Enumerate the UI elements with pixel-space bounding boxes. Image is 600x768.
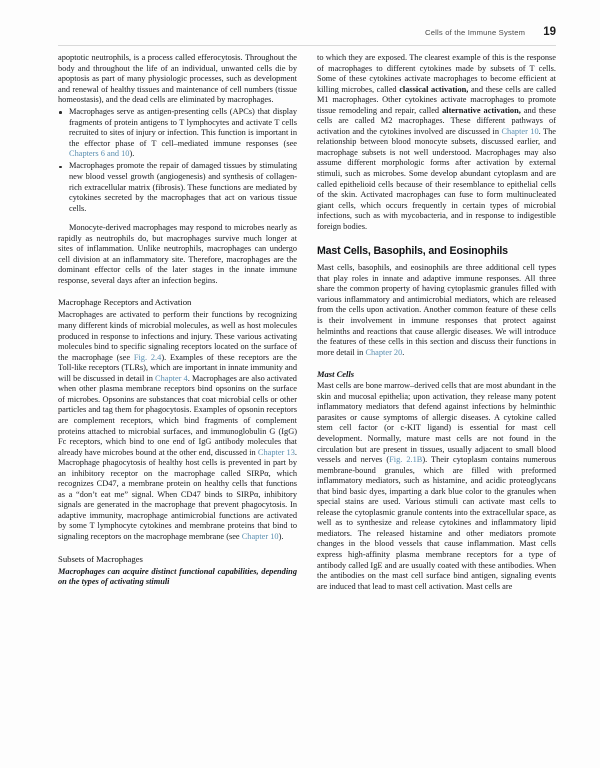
term-classical-activation: classical activation, (399, 84, 469, 94)
xref-chapter-10-right[interactable]: Chapter 10 (501, 126, 539, 136)
heading-mast-cells: Mast Cells (317, 369, 355, 380)
lead-sentence-mast-cells: Mast cells are bone marrow–derived cells that are most abundant in the skin and mucosal epithelia; upon activation, they release many potent inflammatory mediators that defend against infections by helminthic parasites or cause symptoms of allergic diseases. (317, 381, 556, 422)
lead-sentence-subsets: Macrophages can acquire distinct functional capabilities, depending on the types of activating stimuli (58, 566, 297, 587)
receptors-text-c: . Macrophages are also activated when other plasma membrane receptors bind opsonins on the surface of microbes. Opsonins are substances that coat microbial cells or other particles and tag them for phagocytosis. Examples of opsonin receptors are complement receptors, which bind fragments of complement proteins attached to microbial surfaces, and immunoglobulin G (IgG) Fc receptors, which bind to one end of IgG antibody molecules that already have microbes bound at the other end, discussed in (58, 373, 297, 457)
header-rule (58, 45, 556, 46)
list-item (58, 107, 297, 160)
left-column (58, 53, 297, 592)
bullet-text-repair: Macrophages promote the repair of damaged tissues by stimulating new blood vessel growth (angiogenesis) and synthesis of collagen-rich extracellular matrix (fibrosis). These functions are mediated by cytokines secreted by the macrophages that act on various tissue cells. (69, 161, 297, 213)
heading-macrophage-receptors: Macrophage Receptors and Activation (58, 297, 192, 308)
xref-fig-2-4[interactable]: Fig. 2.4 (133, 352, 162, 362)
mast-text-b: . (402, 347, 405, 357)
receptors-text-b: ). Examples of these receptors are the Toll-like receptors (TLRs), which are important in innate immunity and will be discussed in detail in (58, 352, 298, 383)
receptors-text-a: These various activating molecules bind to specific signaling receptors located on the surface of the macrophage (see (58, 331, 297, 362)
receptors-text-d: . Macrophage phagocytosis of healthy host cells is prevented in part by an inhibitory receptor on the macrophage called SIRPα, which recognizes CD47, a membrane protein on healthy cells that functions as a “don’t eat me” signal. When CD47 binds to SIRPα, inhibitory signals are generated in the macrophage that prevent phagocytosis. In adaptive immunity, macrophage antimicrobial functions are activated by some T lymphocyte cytokines and membrane proteins that bind to signaling receptors on the macrophage membrane (see (58, 447, 297, 541)
paragraph-subsets-continued (317, 53, 556, 232)
running-head (58, 26, 556, 46)
bullet-dot-icon (59, 166, 62, 169)
mastcells-text-a: A cytokine called stem cell factor (or c-KIT ligand) is essential for mast cell development. Normally, mature mast cells are not found in the circulation but are present in tissues, usually adjacent to small blood vessels and nerves ( (317, 412, 556, 465)
xref-chapters-6-10[interactable]: Chapters 6 and 10 (69, 149, 130, 159)
heading-mast-basophils-eosinophils: Mast Cells, Basophils, and Eosinophils (317, 245, 508, 258)
paragraph-monocyte-derived: Monocyte-derived macrophages may respond to microbes nearly as rapidly as neutrophils do, but macrophages survive much longer at sites of inflammation. Unlike neutrophils, macrophages can undergo cell division at an inflammatory site. Therefore, macrophages are the dominant effector cells of the later stages in the innate immune response, several days after an infection begins. (58, 223, 297, 285)
xref-fig-2-1b[interactable]: Fig. 2.1B (389, 455, 423, 465)
lead-sentence-receptors: Macrophages are activated to perform their functions by recognizing many different kinds of microbial molecules, as well as host molecules produced in response to infections and injury. (58, 310, 297, 341)
page-number: 19 (543, 26, 556, 38)
xref-chapter-20[interactable]: Chapter 20 (365, 347, 403, 357)
xref-chapter-4[interactable]: Chapter 4 (155, 373, 188, 383)
paragraph-efferocytosis: apoptotic neutrophils, is a process called efferocytosis. Throughout the body and throughout the life of an individual, unwanted cells die by apoptosis as part of many physiologic processes, such as development and renewal of healthy tissues and maintenance of cell numbers (tissue homeostasis), and the dead cells are eliminated by macrophages. (58, 53, 297, 105)
subsets-text-c: and these cells are called M2 macrophages. These different pathways of activation and the cytokines involved are discussed in (317, 105, 556, 136)
list-item (58, 161, 297, 214)
subsets-text-d: . The relationship between blood monocyte subsets, discussed earlier, and macrophage subsets is not well understood. Macrophages may also assume different morphologic forms after activation by external stimuli, such as microbes. Some develop abundant cytoplasm and are called epithelioid cells because of their resemblance to epithelial cells of the skin. Activated macrophages can fuse to form multinucleated giant cells, which occurs frequently in certain types of microbial infections, such as with mycobacteria, and in response to indigestible foreign bodies. (317, 126, 556, 231)
xref-chapter-13[interactable]: Chapter 13 (257, 447, 295, 457)
bullet-text-apc: Macrophages serve as antigen-presenting cells (APCs) that display fragments of protein antigens to T lymphocytes and activate T cells recruited to sites of injury or infection. This function is important in the effector phase of T cell–mediated immune responses (see (69, 107, 297, 148)
bullet-dot-icon (59, 111, 62, 114)
subsets-text-a: The clearest example of this is the response of macrophages to different cytokines made by subsets of T cells. Some of these cytokines activate macrophages to become efficient at killing microbes, called (317, 53, 556, 94)
heading-subsets-of-macrophages: Subsets of Macrophages (58, 553, 143, 564)
mastcells-text-b: ). Their cytoplasm contains numerous membrane-bound granules, which are filled with preformed inflammatory mediators, such as histamine, and acidic proteoglycans that bind basic dyes, imparting a dark blue color to the granules when special stains are used. Various stimuli can activate mast cells to release the cytoplasmic granule contents into the extracellular space, as well as to synthesize and release cytokines and inflammatory lipid mediators. The released histamine and other mediators promote changes in the blood vessels that cause inflammation. Mast cells express high-affinity plasma membrane receptors for a type of antibody called IgE and are usually coated with these antibodies. When the antibodies on the mast cell surface bind antigen, signaling events are induced that lead to mast cell activation. Mast cells are (317, 455, 556, 591)
mast-text-a: Mast cells, basophils, and eosinophils are three additional cell types that play roles in innate and adaptive immune responses. All three share the common property of having cytoplasmic granules filled with various inflammatory and antimicrobial mediators, which are released from the cells upon activation. Another common feature of these cells is their involvement in immune responses that protect against helminths and reactions that cause allergic diseases. We will introduce the features of these cells in this section and discuss their functions in more detail in (317, 263, 556, 357)
bullet-text-apc-end: ). (129, 149, 135, 159)
right-column (317, 53, 556, 592)
paragraph-mast-cells (317, 381, 556, 592)
term-alternative-activation: alternative activation, (442, 105, 521, 115)
macrophage-functions-list (58, 107, 297, 214)
subsets-text-b: and these cells are called M1 macrophages. Other cytokines activate macrophages to promote tissue remodeling and repair, called (317, 84, 556, 115)
receptors-text-e: ). (278, 531, 284, 541)
xref-chapter-10-left[interactable]: Chapter 10 (241, 531, 279, 541)
running-head-title: Cells of the Immune System (425, 28, 526, 37)
paragraph-mast-intro (317, 263, 556, 358)
paragraph-receptors (58, 310, 297, 542)
lead-sentence-continued: to which they are exposed. (317, 53, 408, 62)
two-column-layout (58, 53, 556, 592)
